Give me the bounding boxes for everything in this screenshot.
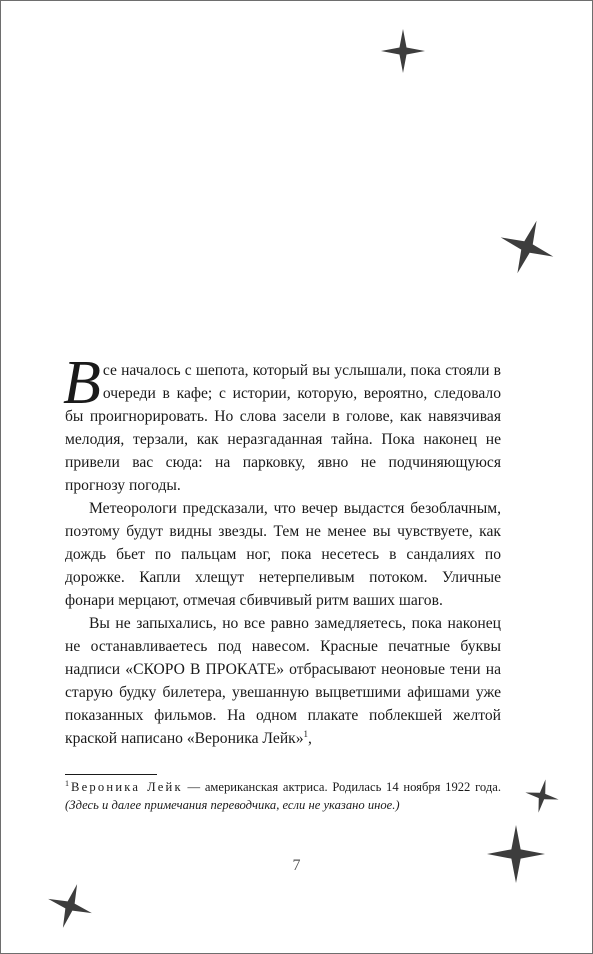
- paragraph-2: Метеорологи предсказали, что вечер выдастся безоблачным, поэтому будут видны звезды. Тем не менее вы чувствуете, как дождь бьет по пальцам ног, пока несетесь в сандалиях по дорожке. Капли хлещут нетерпеливым потоком. Уличные фонари мерцают, отмечая сбивчивый ритм ваших шагов.: [65, 500, 501, 609]
- paragraph-1: [63, 349, 501, 497]
- paragraph-3: [65, 612, 501, 750]
- body-text: [63, 349, 501, 750]
- sparkle-star-icon: [499, 219, 555, 275]
- sparkle-star-icon: [525, 779, 559, 813]
- footnote-reference[interactable]: 1: [303, 728, 309, 739]
- footnote-divider: [65, 774, 157, 775]
- footnote-note: (Здесь и далее примечания переводчика, если не указано иное.): [65, 798, 400, 812]
- sparkle-star-icon: [381, 29, 425, 73]
- paragraph-1-text: се началось с шепота, который вы услышали, пока стояли в очереди в кафе; с истории, которую, вероятно, следовало бы проигнорировать. Но слова засели в голове, как навязчивая мелодия, терзали, как неразгаданная тайна. Пока наконец не привели вас сюда: на парковку, явно не подчиняющуюся прогнозу погоды.: [65, 362, 501, 494]
- footnote-text: — американская актриса. Родилась 14 ноября 1922 года.: [182, 780, 502, 794]
- footnote: [65, 778, 501, 814]
- footnote-number: 1: [65, 778, 69, 788]
- paragraph-3-text: Вы не запыхались, но все равно замедляетесь, пока наконец не останавливаетесь под навесом. Красные печатные буквы надписи «СКОРО В ПРОКАТЕ» отбрасывают неоновые тени на старую будку билетера, увешанную выцветшими афишами уже показанных фильмов. На одном плакате поблекшей желтой краской написано «Вероника Лейк»: [65, 615, 501, 747]
- page-number: 7: [292, 857, 301, 874]
- drop-cap: В: [63, 349, 101, 417]
- paragraph-3-end: ,: [308, 730, 312, 747]
- footnote-name: Вероника Лейк: [71, 780, 183, 794]
- sparkle-star-icon: [47, 883, 93, 929]
